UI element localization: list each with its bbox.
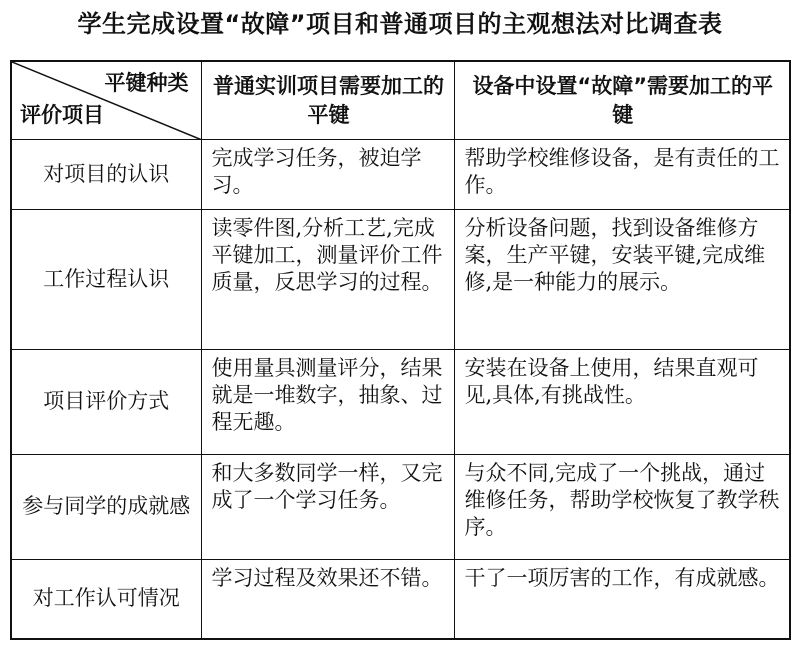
table-row bbox=[11, 139, 790, 209]
row-label: 对工作认可情况 bbox=[11, 559, 201, 639]
table-row bbox=[11, 559, 790, 639]
corner-label-evaluation-item: 评价项目 bbox=[20, 103, 104, 127]
page-title: 学生完成设置“故障”项目和普通项目的主观想法对比调查表 bbox=[77, 10, 723, 38]
column-header-fault: 设备中设置“故障”需要加工的平键 bbox=[454, 61, 790, 139]
comparison-table bbox=[10, 60, 791, 640]
cell-fault: 分析设备问题，找到设备维修方案，生产平键，安装平键,完成维修,是一种能力的展示。 bbox=[454, 209, 790, 349]
row-label: 项目评价方式 bbox=[11, 349, 201, 454]
cell-fault: 安装在设备上使用，结果直观可见,具体,有挑战性。 bbox=[454, 349, 790, 454]
table-row bbox=[11, 209, 790, 349]
cell-ordinary: 学习过程及效果还不错。 bbox=[201, 559, 454, 639]
cell-fault: 帮助学校维修设备，是有责任的工作。 bbox=[454, 139, 790, 209]
table-header-row bbox=[11, 61, 790, 139]
cell-ordinary: 完成学习任务，被迫学习。 bbox=[201, 139, 454, 209]
column-header-ordinary: 普通实训项目需要加工的平键 bbox=[201, 61, 454, 139]
cell-fault: 干了一项厉害的工作，有成就感。 bbox=[454, 559, 790, 639]
cell-fault: 与众不同,完成了一个挑战，通过维修任务，帮助学校恢复了教学秩序。 bbox=[454, 454, 790, 559]
table-corner-cell bbox=[11, 61, 201, 139]
table-row bbox=[11, 454, 790, 559]
cell-ordinary: 和大多数同学一样，又完成了一个学习任务。 bbox=[201, 454, 454, 559]
table-row bbox=[11, 349, 790, 454]
cell-ordinary: 读零件图,分析工艺,完成平键加工，测量评价工件质量，反思学习的过程。 bbox=[201, 209, 454, 349]
row-label: 参与同学的成就感 bbox=[11, 454, 201, 559]
row-label: 对项目的认识 bbox=[11, 139, 201, 209]
cell-ordinary: 使用量具测量评分，结果就是一堆数字，抽象、过程无趣。 bbox=[201, 349, 454, 454]
corner-label-key-type: 平键种类 bbox=[104, 71, 189, 95]
row-label: 工作过程认识 bbox=[11, 209, 201, 349]
